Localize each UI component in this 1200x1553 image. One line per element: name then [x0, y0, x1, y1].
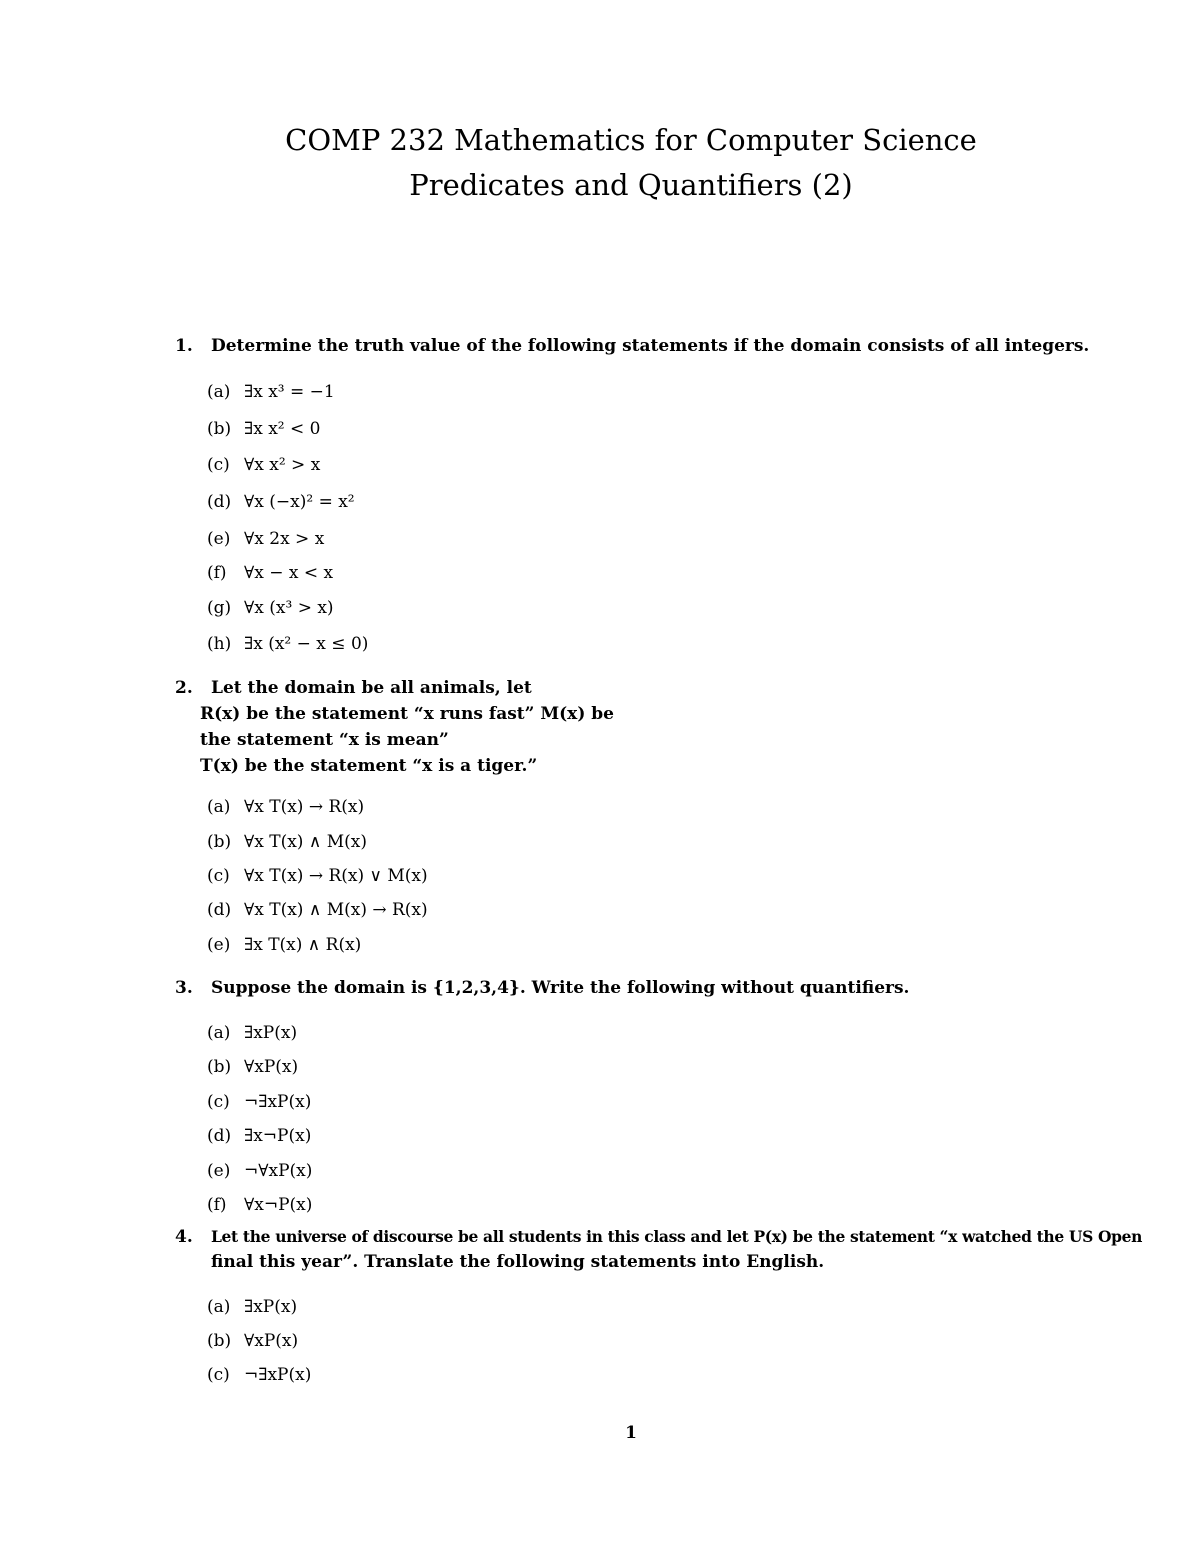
q1-item-g	[207, 596, 334, 620]
item-label: (f)	[207, 1195, 227, 1215]
item-expression: ∀xP(x)	[244, 1331, 299, 1351]
item-label: (f)	[207, 563, 227, 583]
item-expression: ∀x¬P(x)	[244, 1195, 313, 1215]
question-line: Let the universe of discourse be all students in this class and let P(x) be the statement “x watched the US Open	[211, 1227, 1143, 1246]
item-label: (c)	[207, 1365, 230, 1385]
page-number: 1	[625, 1423, 637, 1443]
question-2	[175, 675, 532, 701]
question-4	[175, 1224, 1142, 1250]
document-title: COMP 232 Mathematics for Computer Science	[285, 123, 977, 157]
question-3	[175, 975, 909, 1001]
q3-item-c	[207, 1090, 311, 1114]
question-prompt: Determine the truth value of the following statements if the domain consists of all integers.	[211, 336, 1090, 356]
item-expression: ∀xP(x)	[244, 1057, 299, 1077]
item-expression: ∃x T(x) ∧ R(x)	[244, 935, 362, 955]
item-label: (d)	[207, 1126, 232, 1146]
item-label: (e)	[207, 1161, 231, 1181]
item-label: (a)	[207, 797, 231, 817]
item-label: (b)	[207, 419, 232, 439]
question-line: T(x) be the statement “x is a tiger.”	[200, 756, 538, 776]
item-expression: ∃x x² < 0	[244, 419, 321, 439]
item-label: (b)	[207, 1057, 232, 1077]
item-label: (e)	[207, 935, 231, 955]
item-label: (a)	[207, 1023, 231, 1043]
q1-item-e	[207, 527, 324, 551]
question-number: 3.	[175, 978, 193, 998]
item-expression: ∀x x² > x	[244, 455, 321, 475]
item-label: (g)	[207, 598, 232, 618]
q3-item-e	[207, 1159, 312, 1183]
item-expression: ∀x (x³ > x)	[244, 598, 334, 618]
item-label: (c)	[207, 1092, 230, 1112]
document-subtitle: Predicates and Quantifiers (2)	[409, 168, 853, 202]
item-expression: ∀x T(x) ∧ M(x) → R(x)	[244, 900, 428, 920]
question-number: 4.	[175, 1227, 193, 1247]
q1-item-f	[207, 561, 333, 585]
question-line: final this year”. Translate the following statements into English.	[211, 1252, 825, 1272]
item-label: (b)	[207, 832, 232, 852]
question-number: 1.	[175, 336, 193, 356]
item-expression: ¬∃xP(x)	[244, 1365, 312, 1385]
q1-item-h	[207, 632, 368, 656]
q3-item-d	[207, 1124, 311, 1148]
q1-item-c	[207, 453, 320, 477]
item-expression: ∀x T(x) → R(x) ∨ M(x)	[244, 866, 428, 886]
q2-item-c	[207, 864, 428, 888]
q3-item-f	[207, 1193, 312, 1217]
item-expression: ∃x¬P(x)	[244, 1126, 312, 1146]
item-label: (d)	[207, 492, 232, 512]
item-label: (h)	[207, 634, 232, 654]
q2-item-d	[207, 898, 428, 922]
question-line: R(x) be the statement “x runs fast” M(x) be	[200, 704, 614, 724]
q2-item-a	[207, 795, 364, 819]
item-expression: ¬∀xP(x)	[244, 1161, 313, 1181]
item-expression: ¬∃xP(x)	[244, 1092, 312, 1112]
question-line: the statement “x is mean”	[200, 730, 449, 750]
item-expression: ∀x − x < x	[244, 563, 334, 583]
item-label: (e)	[207, 529, 231, 549]
q4-item-a	[207, 1295, 297, 1319]
q2-item-e	[207, 933, 361, 957]
question-1	[175, 333, 1089, 359]
item-label: (a)	[207, 1297, 231, 1317]
question-line: Let the domain be all animals, let	[211, 678, 532, 698]
item-expression: ∃xP(x)	[244, 1297, 298, 1317]
item-expression: ∃x (x² − x ≤ 0)	[244, 634, 369, 654]
item-label: (c)	[207, 866, 230, 886]
item-label: (b)	[207, 1331, 232, 1351]
item-label: (a)	[207, 382, 231, 402]
q4-item-b	[207, 1329, 298, 1353]
item-expression: ∀x T(x) ∧ M(x)	[244, 832, 367, 852]
item-label: (d)	[207, 900, 232, 920]
item-expression: ∀x T(x) → R(x)	[244, 797, 365, 817]
item-expression: ∀x (−x)² = x²	[244, 492, 355, 512]
question-number: 2.	[175, 678, 193, 698]
q1-item-b	[207, 417, 320, 441]
q1-item-a	[207, 380, 335, 404]
q3-item-b	[207, 1055, 298, 1079]
item-label: (c)	[207, 455, 230, 475]
item-expression: ∃x x³ = −1	[244, 382, 335, 402]
q1-item-d	[207, 490, 355, 514]
item-expression: ∀x 2x > x	[244, 529, 325, 549]
q3-item-a	[207, 1021, 297, 1045]
q4-item-c	[207, 1363, 311, 1387]
item-expression: ∃xP(x)	[244, 1023, 298, 1043]
question-prompt: Suppose the domain is {1,2,3,4}. Write the following without quantifiers.	[211, 978, 910, 998]
q2-item-b	[207, 830, 367, 854]
